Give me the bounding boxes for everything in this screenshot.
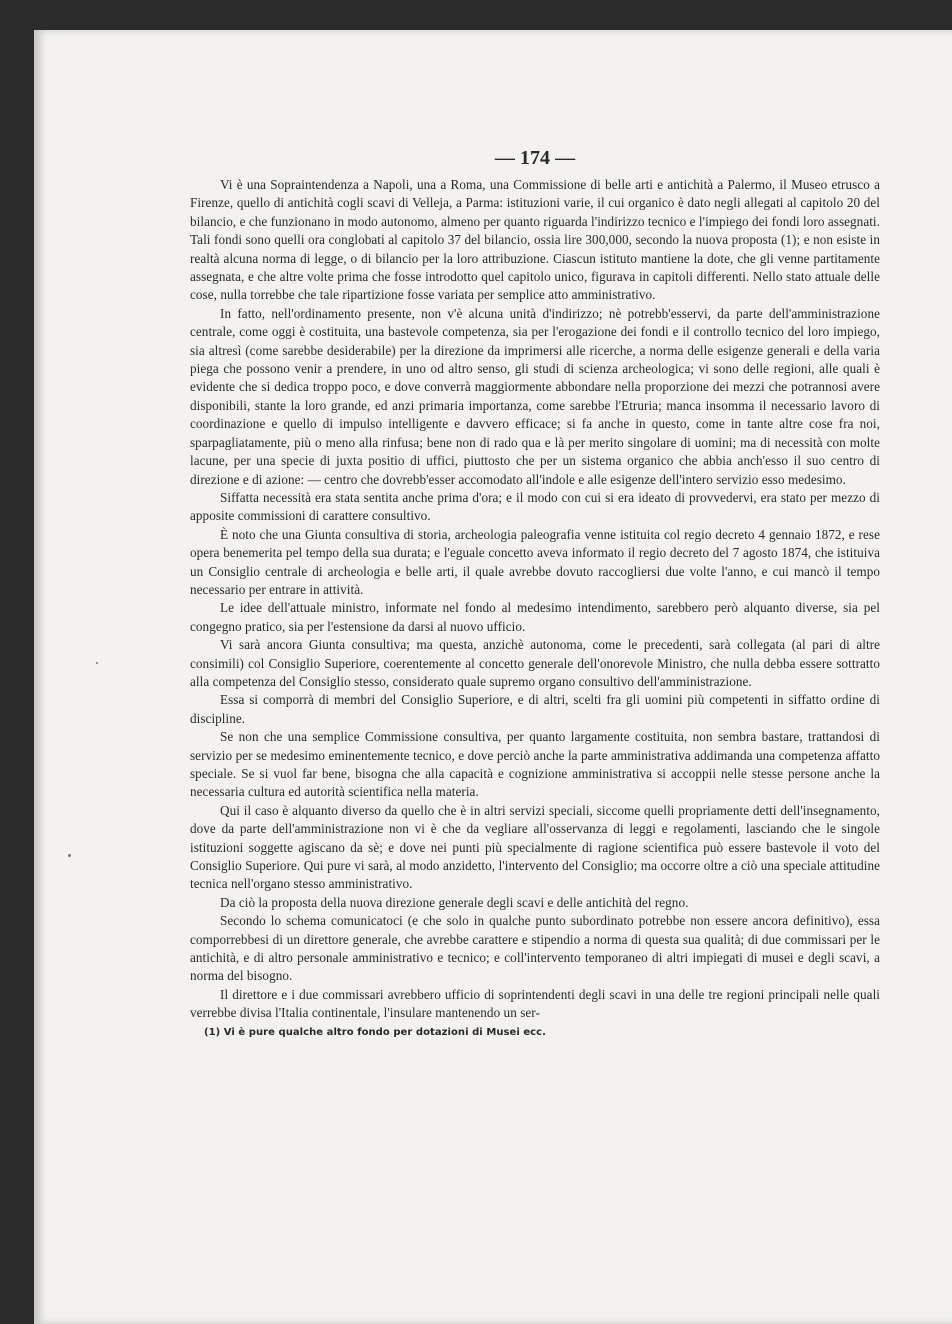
paragraph: Le idee dell'attuale ministro, informate nel fondo al medesimo intendimento, sarebbero però alquanto diverse, sia pel congegno pratico, sia per l'estensione da darsi al nuovo ufficio. — [190, 600, 880, 634]
paragraph: Essa si comporrà di membri del Consiglio Superiore, e di altri, scelti fra gli uomini più competenti in siffatto ordine di discipline. — [190, 692, 880, 726]
page-speck — [96, 662, 98, 664]
page-number: — 174 — — [494, 147, 576, 169]
paragraph: Da ciò la proposta della nuova direzione generale degli scavi e delle antichità del regno. — [220, 894, 689, 910]
document-page — [34, 30, 952, 1324]
paragraph: Se non che una semplice Commissione consultiva, per quanto largamente costituita, non sembra bastare, trattandosi di servizio per se medesimo eminentemente tecnico, e dove perciò anche la parte amministrativa addimanda una competenza affatto speciale. Se si vuol far bene, bisogna che alla capacità e cognizione amministrativa si accoppii nelle stesse persone anche la necessaria cultura ed autorità scientifica nella materia. — [190, 729, 880, 800]
page-text — [190, 144, 880, 1040]
paragraph: In fatto, nell'ordinamento presente, non v'è alcuna unità d'indirizzo; nè potrebb'esservi, da parte dell'amministrazione centrale, come oggi è costituita, una bastevole competenza, sia per l'erogazione dei fondi e il controllo tecnico del loro impiego, sia altresì (come sarebbe desiderabile) per la direzione da imprimersi alle ricerche, a norma delle esigenze generali e della varia piega che possono venir a prendere, in uno od altro senso, gli studi di scienza archeologica; vi sono delle regioni, alle quali è evidente che si dedica troppo poco, e dove converrà maggiormente abbondare nella proporzione dei mezzi che potrannosi avere disponibili, stante la loro grande, ed anzi primaria importanza, come sarebbe l'Etruria; manca insomma il necessario lavoro di coordinazione e quello di impulso intelligente e davvero efficace; si fa anche in questo, come in tante altre cose fra noi, sparpagliatamente, più o meno alla rinfusa; bene non di rado qua e là per merito singolare di uomini; ma di necessità con molte lacune, per una specie di juxta positio di uffici, piuttosto che per un sistema organico che abbia anch'esso il suo centro di direzione e di azione: — centro che dovrebb'esser accomodato all'indole e alle esigenze dell'intero servizio esso medesimo. — [190, 305, 880, 487]
paragraph: Siffatta necessità era stata sentita anche prima d'ora; e il modo con cui si era ideato di provvedervi, era stato per mezzo di apposite commissioni di carattere consultivo. — [190, 489, 880, 524]
paragraph: Secondo lo schema comunicatoci (e che solo in qualche punto subordinato potrebbe non essere ancora definitivo), essa comporrebbesi di un direttore generale, che avrebbe carattere e stipendio a norma di questa sua qualità; di due commissari per le antichità, e di altro personale amministrativo e tecnico; e coll'intervento temporaneo di altri impiegati di musei e degli scavi, a norma del bisogno. — [190, 913, 880, 984]
paragraph: Qui il caso è alquanto diverso da quello che è in altri servizi speciali, siccome quelli propriamente detti dell'insegnamento, dove da parte dell'amministrazione non vi è che da vegliare all'osservanza di leggi e regolamenti, lasciando che le singole istituzioni soggette agiscano da sè; e dove nei punti più specialmente di ragione scientifica può essere bastevole il voto del Consiglio Superiore. Qui pure vi sarà, al modo anzidetto, l'intervento del Consiglio; ma occorre oltre a ciò una speciale attitudine tecnica nell'organo stesso amministrativo. — [190, 802, 880, 892]
footnote: (1) Vi è pure qualche altro fondo per dotazioni di Musei ecc. — [204, 1026, 546, 1038]
paragraph: Vi sarà ancora Giunta consultiva; ma questa, anzichè autonoma, come le precedenti, sarà collegata (al pari di altre consimili) col Consiglio Superiore, coerentemente al concetto generale dell'onorevole Ministro, che nulla debba essere sottratto alla competenza del Consiglio stesso, considerato quale supremo organo consultivo dell'amministrazione. — [190, 637, 880, 689]
paragraph: È noto che una Giunta consultiva di storia, archeologia paleografia venne istituita col regio decreto 4 gennaio 1872, e rese opera benemerita pel tempo della sua durata; e l'eguale concetto aveva informato il regio decreto del 7 agosto 1874, che istituiva un Consiglio centrale di archeologia e belle arti, il quale avrebbe dovuto raccogliersi due volte l'anno, e cui mancò il tempo necessario per entrare in attività. — [190, 526, 880, 597]
paragraph: Il direttore e i due commissari avrebbero ufficio di soprintendenti degli scavi in una delle tre regioni principali nelle quali verrebbe divisa l'Italia continentale, l'insulare mantenendo un ser- — [190, 986, 880, 1021]
page-speck — [68, 854, 71, 857]
paragraph: Vi è una Sopraintendenza a Napoli, una a Roma, una Commissione di belle arti e antichità a Palermo, il Museo etrusco a Firenze, quello di antichità cogli scavi di Velleja, a Parma: istituzioni varie, il cui organico è dato negli allegati al capitolo 20 del bilancio, e che funzionano in modo autonomo, almeno per quanto riguarda l'indirizzo tecnico e l'impiego dei fondi loro assegnati. Tali fondi sono quelli ora conglobati al capitolo 37 del bilancio, ossia lire 300,000, secondo la nuova proposta (1); e non esiste in realtà alcuna norma di legge, o di bilancio per la loro attribuzione. Ciascun istituto mantiene la dote, che gli venne partitamente assegnata, e che altre volte prima che fosse introdotto quel capitolo unico, figurava in capitoli differenti. Nello stato attuale delle cose, nulla torrebbe che tale ripartizione fosse variata per semplice atto amministrativo. — [190, 177, 880, 303]
